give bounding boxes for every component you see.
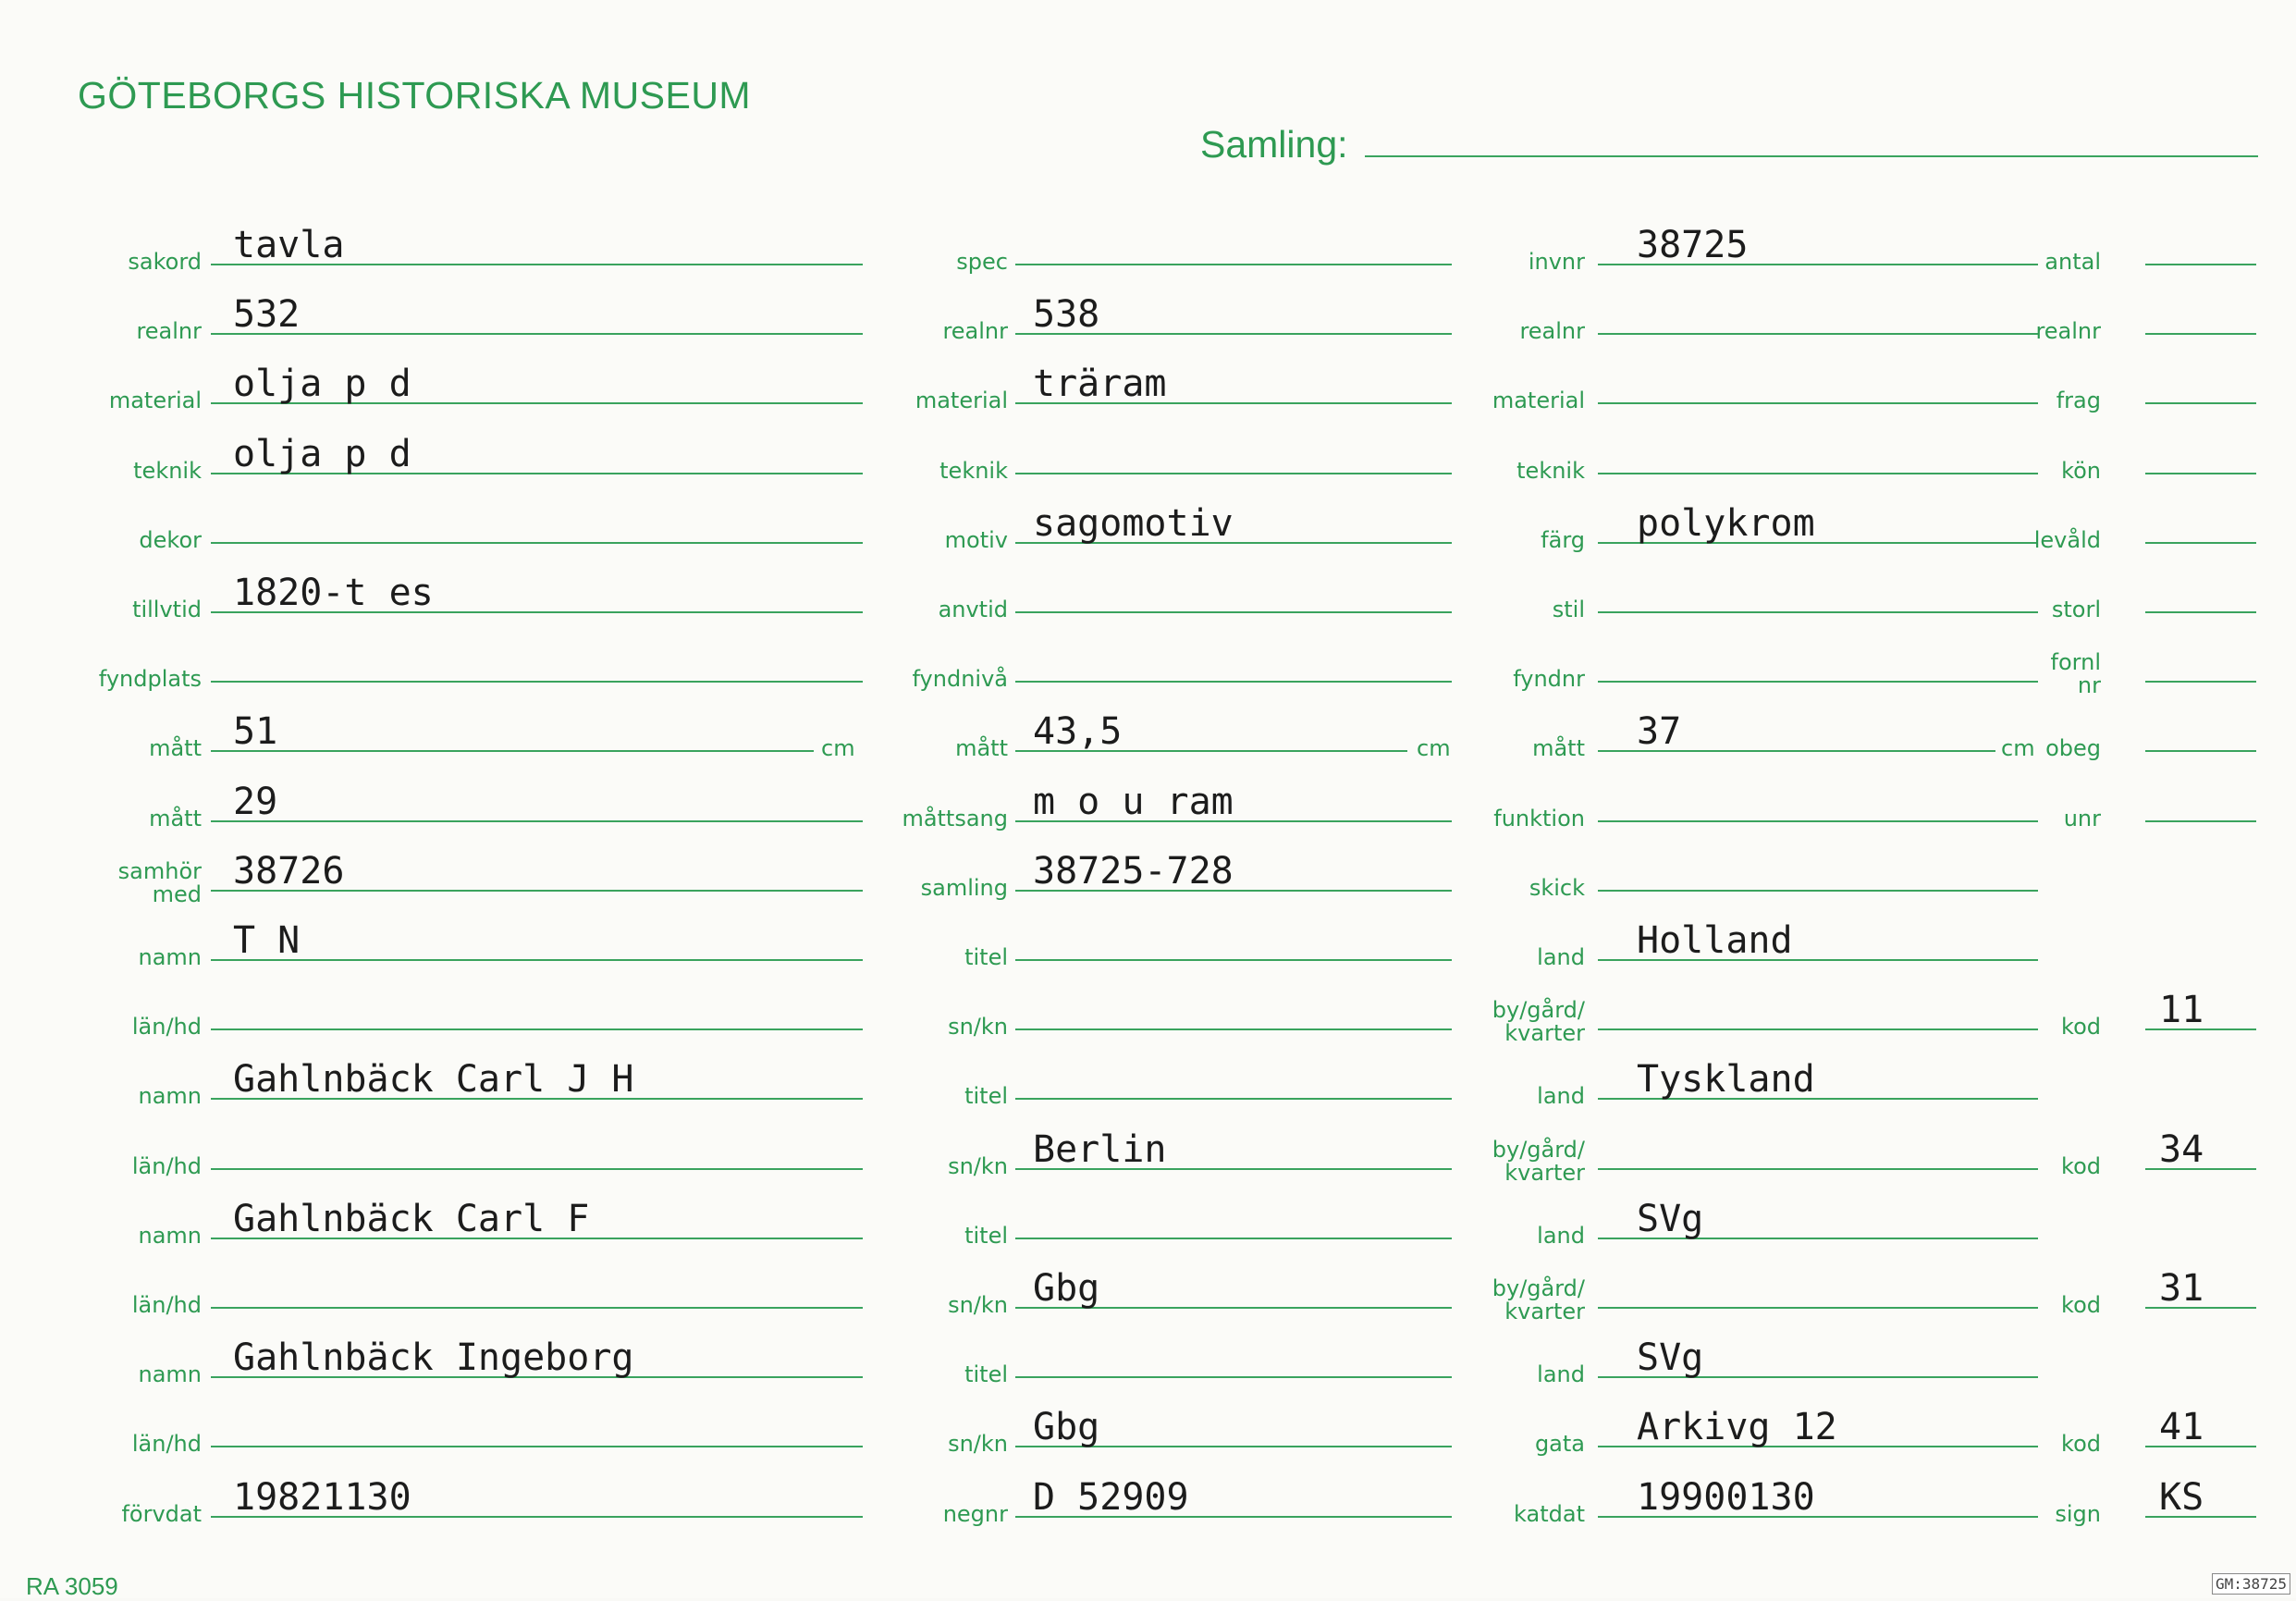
field-label-frag: frag	[2056, 388, 2101, 414]
field-value-namn[interactable]: Gahlnbäck Carl J H	[233, 1058, 634, 1102]
field-line	[211, 542, 863, 544]
field-label-realnr: realnr	[1519, 318, 1585, 345]
field-label-kod: kod	[2061, 1431, 2101, 1458]
field-line	[1015, 1028, 1452, 1030]
field-label-spec: spec	[956, 249, 1008, 275]
field-value-mått[interactable]: 37	[1637, 710, 1682, 754]
field-label-förvdat: förvdat	[121, 1500, 202, 1527]
field-value-färg[interactable]: polykrom	[1637, 501, 1815, 545]
field-value-samhör-med[interactable]: 38726	[233, 849, 345, 893]
field-value-sn-kn[interactable]: Gbg	[1033, 1267, 1100, 1310]
field-label-by-gård-kvarter: by/gård/ kvarter	[1492, 1275, 1585, 1324]
field-value-sakord[interactable]: tavla	[233, 224, 345, 266]
field-label-teknik: teknik	[133, 457, 202, 484]
field-label-fyndnivå: fyndnivå	[912, 666, 1008, 693]
field-line	[2145, 402, 2256, 404]
field-line	[1598, 1028, 2038, 1030]
field-value-teknik[interactable]: olja p d	[233, 432, 411, 475]
field-label-sakord: sakord	[128, 249, 202, 275]
field-value-namn[interactable]: Gahlnbäck Carl F	[233, 1197, 590, 1240]
field-line	[211, 1028, 863, 1030]
field-value-kod[interactable]: 34	[2159, 1127, 2204, 1171]
field-label-kön: kön	[2061, 457, 2101, 484]
field-line	[1598, 1307, 2038, 1309]
field-line	[211, 820, 863, 822]
field-line	[211, 750, 814, 752]
field-line	[2145, 473, 2256, 474]
field-label-sn-kn: sn/kn	[948, 1292, 1008, 1318]
field-label-by-gård-kvarter: by/gård/ kvarter	[1492, 997, 1585, 1047]
field-label-län-hd: län/hd	[131, 1292, 202, 1318]
field-line	[1598, 611, 2038, 613]
field-line	[2145, 820, 2256, 822]
field-value-kod[interactable]: 31	[2159, 1267, 2204, 1310]
field-value-mått[interactable]: 29	[233, 780, 278, 823]
field-line	[211, 959, 863, 961]
field-value-måttsang[interactable]: m o u ram	[1033, 780, 1234, 823]
field-label-levåld: levåld	[2033, 526, 2101, 553]
field-line	[1598, 402, 2038, 404]
field-label-sn-kn: sn/kn	[948, 1431, 1008, 1458]
unit-label: cm	[821, 735, 855, 762]
field-label-län-hd: län/hd	[131, 1431, 202, 1458]
field-value-material[interactable]: olja p d	[233, 363, 411, 406]
field-label-sn-kn: sn/kn	[948, 1152, 1008, 1179]
field-label-sn-kn: sn/kn	[948, 1014, 1008, 1041]
field-label-namn: namn	[138, 1361, 202, 1388]
field-line	[2145, 681, 2256, 683]
field-line	[1598, 473, 2038, 474]
field-line	[2145, 333, 2256, 335]
field-value-kod[interactable]: 11	[2159, 989, 2204, 1032]
field-line	[211, 1168, 863, 1170]
field-label-realnr: realnr	[942, 318, 1008, 345]
field-value-samling[interactable]: 38725-728	[1033, 849, 1234, 893]
field-line	[1015, 473, 1452, 474]
field-value-mått[interactable]: 51	[233, 710, 278, 754]
field-line	[1015, 1098, 1452, 1100]
field-value-material[interactable]: träram	[1033, 363, 1167, 406]
field-value-sn-kn[interactable]: Gbg	[1033, 1406, 1100, 1449]
field-label-funktion: funktion	[1493, 805, 1585, 831]
field-label-material: material	[915, 388, 1008, 414]
field-label-titel: titel	[964, 944, 1008, 970]
unit-label: cm	[1417, 735, 1451, 762]
field-value-negnr[interactable]: D 52909	[1033, 1475, 1189, 1519]
field-label-mått: mått	[149, 735, 202, 762]
field-label-teknik: teknik	[939, 457, 1008, 484]
field-label-material: material	[1492, 388, 1585, 414]
field-label-stil: stil	[1552, 597, 1585, 622]
inventory-stamp: GM:38725	[2212, 1573, 2290, 1595]
field-label-måttsang: måttsang	[902, 805, 1008, 831]
field-label-kod: kod	[2061, 1152, 2101, 1179]
field-value-land[interactable]: Holland	[1637, 919, 1793, 962]
field-line	[1598, 890, 2038, 892]
field-value-mått[interactable]: 43,5	[1033, 710, 1123, 754]
field-label-anvtid: anvtid	[938, 597, 1008, 622]
field-label-kod: kod	[2061, 1292, 2101, 1318]
field-value-gata[interactable]: Arkivg 12	[1637, 1406, 1837, 1449]
form-number: RA 3059	[26, 1572, 118, 1600]
museum-title: GÖTEBORGS HISTORISKA MUSEUM	[78, 74, 752, 117]
field-label-land: land	[1537, 1361, 1585, 1388]
field-label-namn: namn	[138, 1222, 202, 1249]
field-line	[211, 681, 863, 683]
samling-field	[1365, 155, 2258, 157]
field-line	[1015, 1376, 1452, 1378]
field-label-katdat: katdat	[1514, 1500, 1585, 1527]
field-label-dekor: dekor	[139, 526, 202, 553]
field-label-gata: gata	[1534, 1431, 1585, 1458]
field-label-titel: titel	[964, 1361, 1008, 1388]
field-label-teknik: teknik	[1516, 457, 1585, 484]
field-line	[2145, 542, 2256, 544]
field-line	[1598, 681, 2038, 683]
field-label-mått: mått	[955, 735, 1008, 762]
field-label-unr: unr	[2063, 805, 2101, 831]
field-line	[1015, 1238, 1452, 1239]
field-label-motiv: motiv	[944, 526, 1008, 553]
field-label-negnr: negnr	[942, 1500, 1008, 1527]
field-label-län-hd: län/hd	[131, 1014, 202, 1041]
field-label-kod: kod	[2061, 1014, 2101, 1041]
field-value-katdat[interactable]: 19900130	[1637, 1475, 1815, 1519]
field-value-sign[interactable]: KS	[2159, 1475, 2204, 1519]
field-value-invnr[interactable]: 38725	[1637, 224, 1749, 266]
field-value-realnr[interactable]: 532	[233, 293, 301, 337]
field-line	[211, 1307, 863, 1309]
field-line	[211, 1446, 863, 1447]
field-value-namn[interactable]: T N	[233, 919, 301, 962]
field-label-titel: titel	[964, 1222, 1008, 1249]
field-line	[1015, 264, 1452, 265]
field-line	[1598, 1168, 2038, 1170]
field-label-obeg: obeg	[2045, 735, 2101, 762]
unit-label: cm	[2001, 735, 2035, 762]
field-label-fyndnr: fyndnr	[1513, 666, 1585, 693]
field-label-storl: storl	[2051, 597, 2101, 622]
field-label-antal: antal	[2044, 249, 2101, 275]
field-label-skick: skick	[1529, 874, 1585, 901]
field-label-samhör-med: samhör med	[117, 857, 202, 907]
field-value-realnr[interactable]: 538	[1033, 293, 1100, 337]
field-label-län-hd: län/hd	[131, 1152, 202, 1179]
field-line	[2145, 264, 2256, 265]
field-label-by-gård-kvarter: by/gård/ kvarter	[1492, 1136, 1585, 1186]
field-label-fornl-nr: fornl nr	[2050, 649, 2101, 699]
field-label-material: material	[108, 388, 202, 414]
field-line	[211, 333, 863, 335]
field-value-kod[interactable]: 41	[2159, 1406, 2204, 1449]
field-label-land: land	[1537, 944, 1585, 970]
field-line	[1015, 681, 1452, 683]
field-label-fyndplats: fyndplats	[98, 666, 202, 693]
field-label-samling: samling	[920, 874, 1008, 901]
field-label-färg: färg	[1541, 526, 1585, 553]
field-label-mått: mått	[1532, 735, 1585, 762]
field-label-realnr: realnr	[136, 318, 202, 345]
field-line	[2145, 750, 2256, 752]
field-line	[1598, 820, 2038, 822]
field-label-titel: titel	[964, 1083, 1008, 1110]
field-line	[2145, 611, 2256, 613]
field-label-land: land	[1537, 1222, 1585, 1249]
field-value-förvdat[interactable]: 19821130	[233, 1475, 411, 1519]
field-value-land[interactable]: Tyskland	[1637, 1058, 1815, 1102]
field-line	[1598, 333, 2038, 335]
field-label-namn: namn	[138, 944, 202, 970]
field-value-sn-kn[interactable]: Berlin	[1033, 1127, 1167, 1171]
field-label-land: land	[1537, 1083, 1585, 1110]
field-label-mått: mått	[149, 805, 202, 831]
field-label-namn: namn	[138, 1083, 202, 1110]
field-value-tillvtid[interactable]: 1820-t es	[233, 572, 434, 614]
field-line	[1015, 959, 1452, 961]
field-line	[1015, 611, 1452, 613]
field-value-land[interactable]: SVg	[1637, 1197, 1704, 1240]
field-value-namn[interactable]: Gahlnbäck Ingeborg	[233, 1336, 634, 1380]
field-label-invnr: invnr	[1528, 249, 1585, 275]
samling-label: Samling:	[1200, 123, 1348, 166]
field-label-tillvtid: tillvtid	[132, 597, 202, 622]
field-value-land[interactable]: SVg	[1637, 1336, 1704, 1380]
field-value-motiv[interactable]: sagomotiv	[1033, 501, 1234, 545]
field-label-realnr: realnr	[2035, 318, 2101, 345]
field-label-sign: sign	[2055, 1500, 2101, 1527]
